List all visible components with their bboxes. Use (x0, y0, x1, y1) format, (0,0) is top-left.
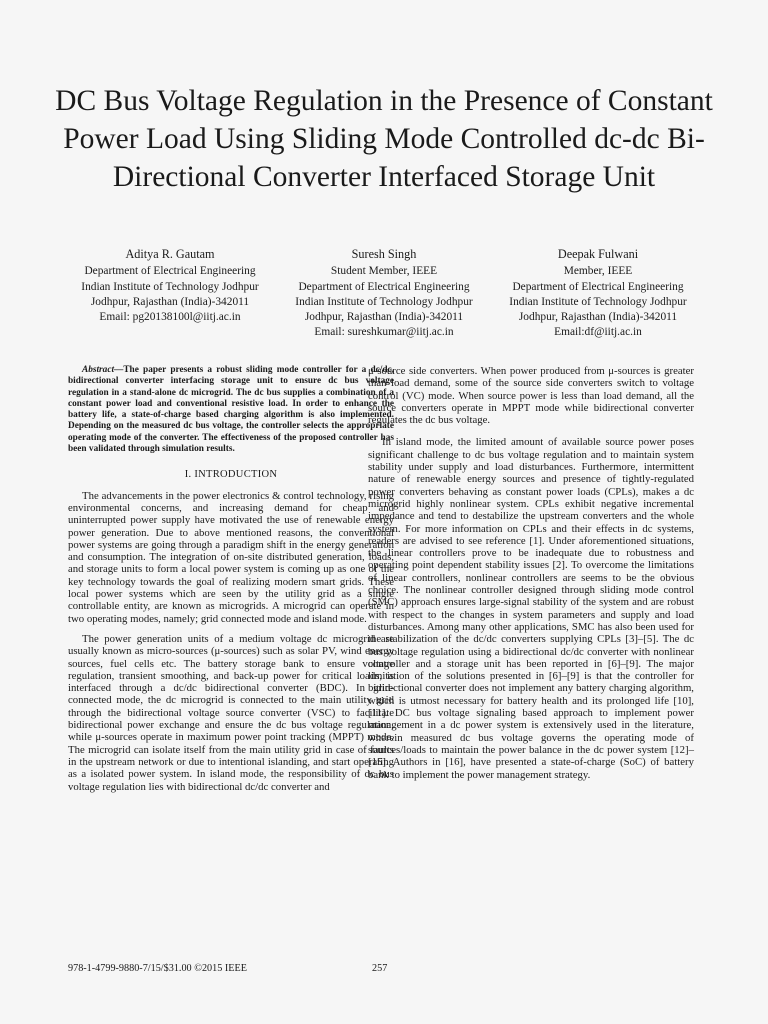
author-affiliation-line: Indian Institute of Technology Jodhpur (295, 295, 473, 308)
author-affiliation-line: Department of Electrical Engineering (512, 280, 684, 293)
paper-title: DC Bus Voltage Regulation in the Presence of Constant Power Load Using Sliding Mode Controlled dc-dc Bi-Directional Converter Interfaced Storage Unit (55, 84, 713, 193)
body-paragraph: The power generation units of a medium voltage dc microgrid are usually known as micro-sources (μ-sources) such as solar PV, wind energy sources, fuel cells etc. The battery storage bank to ensure voltage regulation, transient smoothing, and back-up power for critical loads, is interfaced through a dc/dc bidirectional converter (BDC). In grid-connected mode, the dc microgrid is connected to the main utility grid through the bidirectional voltage source converter (VSC) to facilitate bidirectional power exchange and ensure the dc bus voltage regulation, while μ-sources operate in maximum power point tracking (MPPT) mode. The microgrid can isolate itself from the main utility grid in case of faults in the upstream network or due to intentional islanding, and start operating as a isolated power system. In island mode, the responsibility of dc bus voltage regulation lies with bidirectional dc/dc converter and (68, 632, 394, 793)
author-1 (64, 247, 276, 325)
author-email: Email: pg20138100l@iitj.ac.in (99, 311, 241, 324)
body-paragraph: In island mode, the limited amount of available source power poses significant challenge to dc bus voltage regulation and to maintain system stability under supply and load disturbances. Furthermore, intermittent nature of renewable energy sources and presence of tightly-regulated power converters behaving as constant power loads (CPLs), makes a dc microgrid highly nonlinear system. CPLs exhibit negative incremental impedance and tend to destabilize the upstream converters and the whole system. For more information on CPLs and their effects in dc systems, readers are advised to see reference [1]. Under aforementioned situations, the linear controllers prove to be inadequate due to robustness and operating point dependent stability issues [2]. To overcome the limitations of linear controllers, nonlinear controllers are seems to be the obvious choice. The nonlinear controller designed through sliding mode control (SMC) approach ensures large-signal stability of the system and are robust with respect to the changes in system parameters and supply and load disturbances. Among many other applications, SMC has also been used for the stabilization of the dc/dc converters supplying CPLs [3]–[5]. The dc bus voltage regulation using a bidirectional dc/dc converter with nonlinear controller and a storage unit has been reported in [6]–[9]. The major limitation of the solutions presented in [6]–[9] is that the controller for bidirectional converter does not implement any battery charging algorithm, which is utmost necessary for battery health and its prolonged life [10], [11]. DC bus voltage signaling based approach to implement power management in a dc power system is extensively used in the literature, wherein measured dc bus voltage governs the operating mode of sources/loads to maintain the power balance in the dc power system [12]–[15]. Authors in [16], have presented a state-of-charge (SoC) of battery bank to implement the power management strategy. (368, 436, 694, 781)
author-membership: Student Member, IEEE (330, 265, 438, 278)
author-affiliation-line: Jodhpur, Rajasthan (India)-342011 (518, 311, 678, 324)
author-name: Aditya R. Gautam (125, 247, 215, 261)
author-affiliation-line: Jodhpur, Rajasthan (India)-342011 (304, 311, 464, 324)
author-affiliation-line: Indian Institute of Technology Jodhpur (81, 280, 259, 293)
abstract-text: —The paper presents a robust sliding mode controller for a dc/dc, bidirectional converter interfacing storage unit to ensure dc bus voltage regulation in a stand-alone dc microgrid. The dc bus supplies a combination of a constant power load and conventional resistive load. In order to enhance the battery life, a state-of-charge based charging algorithm is also implemented. Depending on the measured dc bus voltage, the controller selects the appropriate operating mode of the converter. The effectiveness of the proposed controller has been validated through simulation results. (68, 365, 394, 455)
author-name: Suresh Singh (351, 247, 417, 261)
author-affiliation-line: Department of Electrical Engineering (298, 280, 470, 293)
author-membership: Member, IEEE (563, 265, 633, 278)
right-column (368, 365, 694, 789)
abstract (68, 365, 394, 455)
author-affiliation-line: Jodhpur, Rajasthan (India)-342011 (90, 295, 250, 308)
copyright-notice: 978-1-4799-9880-7/15/$31.00 ©2015 IEEE (68, 963, 247, 974)
body-paragraph: The advancements in the power electronics & control technology, rising environmental concerns, and increasing demand for cheap and uninterrupted power supply have motivated the use of renewable energy power generation. Due to above mentioned reasons, the conventional power systems are going through a paradigm shift in the energy generation and consumption. The integration of on-site distributed generation, loads, and storage units to form a local power system is coming up as one of the key technology towards the goal of realizing modern smart grids. These local power systems which are seen by the utility grid as a single controllable entity, are known as microgrids. A microgrid can operate in two operating modes, namely; grid connected mode and island mode. (68, 489, 394, 625)
author-email: Email:df@iitj.ac.in (554, 326, 642, 339)
author-2 (278, 247, 490, 341)
abstract-label: Abstract (82, 365, 115, 375)
author-3 (492, 247, 704, 341)
left-column (68, 365, 394, 801)
author-email: Email: sureshkumar@iitj.ac.in (314, 326, 454, 339)
author-affiliation-line: Department of Electrical Engineering (84, 265, 256, 278)
page-number: 257 (372, 963, 388, 974)
author-affiliation-line: Indian Institute of Technology Jodhpur (509, 295, 687, 308)
author-name: Deepak Fulwani (557, 247, 639, 261)
section-heading-introduction: I. INTRODUCTION (184, 469, 278, 481)
body-paragraph: μ-source side converters. When power produced from μ-sources is greater than load demand, some of the source side converters switch to voltage control (VC) mode. When source power is less than load demand, all the source converters operate in MPPT mode while bidirectional converter regulates the dc bus voltage. (368, 365, 694, 427)
